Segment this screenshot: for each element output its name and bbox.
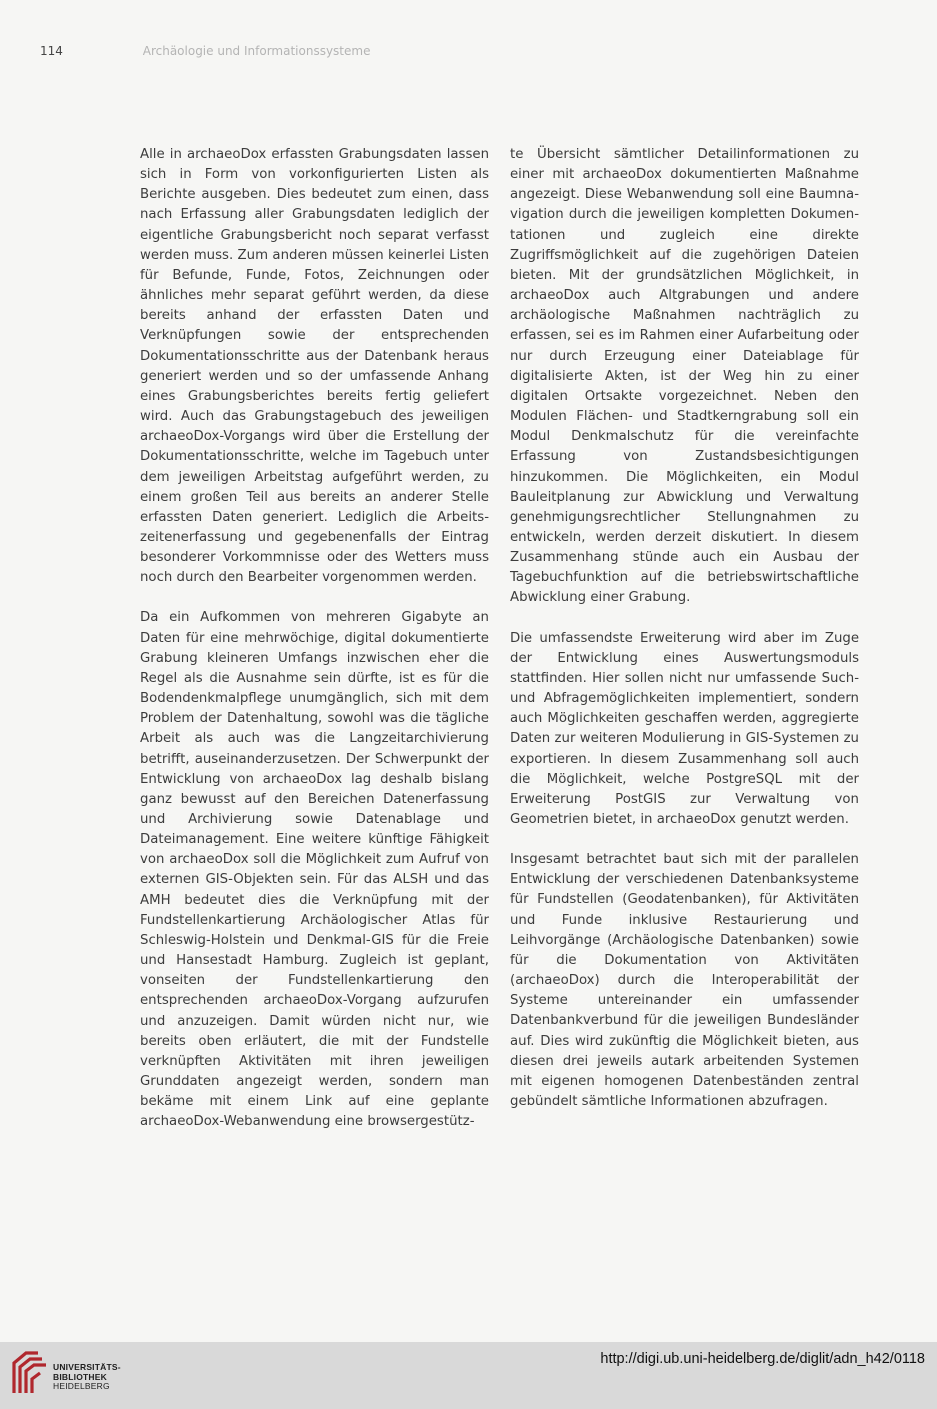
paragraph: Da ein Aufkommen von mehreren Gigabyte an Daten für eine mehrwöchige, digital dokumentierte Grabung kleineren Umfangs inzwischen eher die Regel als die Ausnahme sein dürfte, ist es für die Bodendenkmalpflege unumgänglich, sich mit dem Problem der Datenhaltung, sowohl was die tägliche Arbeit als auch was die Langzeitarchivierung betrifft, auseinanderzusetzen. Der Schwerpunkt der Entwicklung von archaeoDox lag deshalb bislang ganz bewusst auf den Bereichen Datenerfassung und Archivierung sowie Datenablage und Dateimanagement. Eine weitere künftige Fähigkeit von archaeoDox soll die Möglichkeit zum Aufruf von externen GIS-Objekten sein. Für das ALSH und das AMH bedeutet dies die Verknüpfung mit der Fundstellenkartierung Archäologischer Atlas für Schleswig-Holstein und Denkmal-GIS für die Freie und Hansestadt Hamburg. Zugleich ist geplant, vonseiten der Fundstellenkartierung den entsprechenden archaeoDox-Vorgang aufzurufen und anzuzeigen. Damit würden nicht nur, wie bereits oben erläutert, die mit der Fundstelle verknüpften Aktivitäten mit ihren jeweiligen Grunddaten angezeigt werden, sondern man bekäme mit einem Link auf eine geplante archaeoDox-Webanwendung eine browsergestütz- bbox=[140, 610, 489, 1130]
paragraph: Alle in archaeoDox erfassten Grabungsdaten lassen sich in Form von vorkonfigurierten Listen als Berichte ausgeben. Dies bedeutet zum einen, dass nach Erfassung aller Grabungsdaten lediglich der eigentliche Grabungsbericht noch separat verfasst werden muss. Zum anderen müssen keinerlei Listen für Befunde, Funde, Fotos, Zeichnungen oder ähnliches mehr separat geführt werden, da diese bereits anhand der erfassten Daten und Verknüpfungen sowie der entsprechenden Dokumentationsschritte aus der Datenbank heraus generiert werden und so der umfassende Anhang eines Grabungsberichtes bereits fertig geliefert wird. Auch das Grabungstagebuch des jeweiligen archaeoDox-Vorgangs wird über die Erstellung der Dokumentationsschritte, welche im Tagebuch unter dem jeweiligen Arbeitstag aufgeführt werden, zu einem großen Teil aus bereits an anderer Stelle erfassten Daten generiert. Lediglich die Arbeitszeitenerfassung und gegebenenfalls der Eintrag besonderer Vorkommnisse oder des Wetters muss noch durch den Bearbeiter vorgenommen werden. bbox=[140, 147, 489, 586]
paragraph: Die umfassendste Erweiterung wird aber im Zuge der Entwicklung eines Auswertungsmoduls stattfinden. Hier sollen nicht nur umfassende Such- und Abfragemöglichkeiten implementiert, sondern auch Möglichkeiten geschaffen werden, aggregierte Daten zur weiteren Modulierung in GIS-Systemen zu exportieren. In diesem Zusammenhang soll auch die Möglichkeit, welche PostgreSQL mit der Erweiterung PostGIS zur Verwaltung von Geometrien bietet, in archaeoDox genutzt werden. bbox=[510, 630, 859, 827]
running-head bbox=[40, 44, 370, 58]
right-column bbox=[510, 145, 859, 1132]
left-column bbox=[140, 145, 489, 1153]
digitization-footer bbox=[0, 1342, 937, 1409]
permalink-url[interactable]: http://digi.ub.uni-heidelberg.de/diglit/adn_h42/0118 bbox=[600, 1351, 925, 1367]
library-logo-text bbox=[53, 1363, 121, 1392]
paragraph: Insgesamt betrachtet baut sich mit der parallelen Entwicklung der verschiedenen Datenbanksysteme für Fundstellen (Geodatenbanken), für Aktivitäten und Funde inklusive Restaurierung und Leihvorgänge (Archäologische Datenbanken) sowie für die Dokumentation von Aktivitäten (archaeoDox) durch die Interoperabilität der Systeme untereinander ein umfassender Datenbankverbund für die jeweiligen Bundesländer auf. Dies wird zukünftig die Möglichkeit bieten, aus diesen drei jeweils autark arbeitenden Systemen mit eigenen homogenen Datenbeständen zentral gebündelt sämtliche Informationen abzufragen. bbox=[510, 852, 859, 1110]
paragraph: te Übersicht sämtlicher Detailinformationen zu einer mit archaeoDox dokumentierten Maßnahme angezeigt. Diese Webanwendung soll eine Baumnavigation durch die jeweiligen kompletten Dokumentationen und zugleich eine direkte Zugriffsmöglichkeit auf die zugehörigen Dateien bieten. Mit der grundsätzlichen Möglichkeit, in archaeoDox auch Altgrabungen und andere archäologische Maßnahmen nachträglich zu erfassen, sei es im Rahmen einer Aufarbeitung oder nur durch Erzeugung einer Dateiablage für digitalisierte Akten, ist der Weg hin zu einer digitalen Ortsakte vorgezeichnet. Neben den Modulen Flächen- und Stadtkerngrabung soll ein Modul Denkmalschutz für die vereinfachte Erfassung von Zustandsbesichtigungen hinzukommen. Die Möglichkeiten, ein Modul Bauleitplanung zur Abwicklung und Verwaltung genehmigungsrechtlicher Stellungnahmen zu entwickeln, werden derzeit diskutiert. In diesem Zusammenhang stünde auch ein Ausbau der Tagebuchfunktion auf die betriebswirtschaftliche Abwicklung einer Grabung. bbox=[510, 147, 859, 606]
logo-line-1: UNIVERSITÄTS- bbox=[53, 1362, 121, 1372]
library-logo-icon bbox=[10, 1349, 48, 1397]
logo-line-3: HEIDELBERG bbox=[53, 1381, 110, 1391]
page-number: 114 bbox=[40, 44, 63, 58]
library-logo[interactable] bbox=[10, 1349, 170, 1399]
logo-line-2: BIBLIOTHEK bbox=[53, 1371, 107, 1382]
running-title: Archäologie und Informationssysteme bbox=[142, 44, 371, 58]
